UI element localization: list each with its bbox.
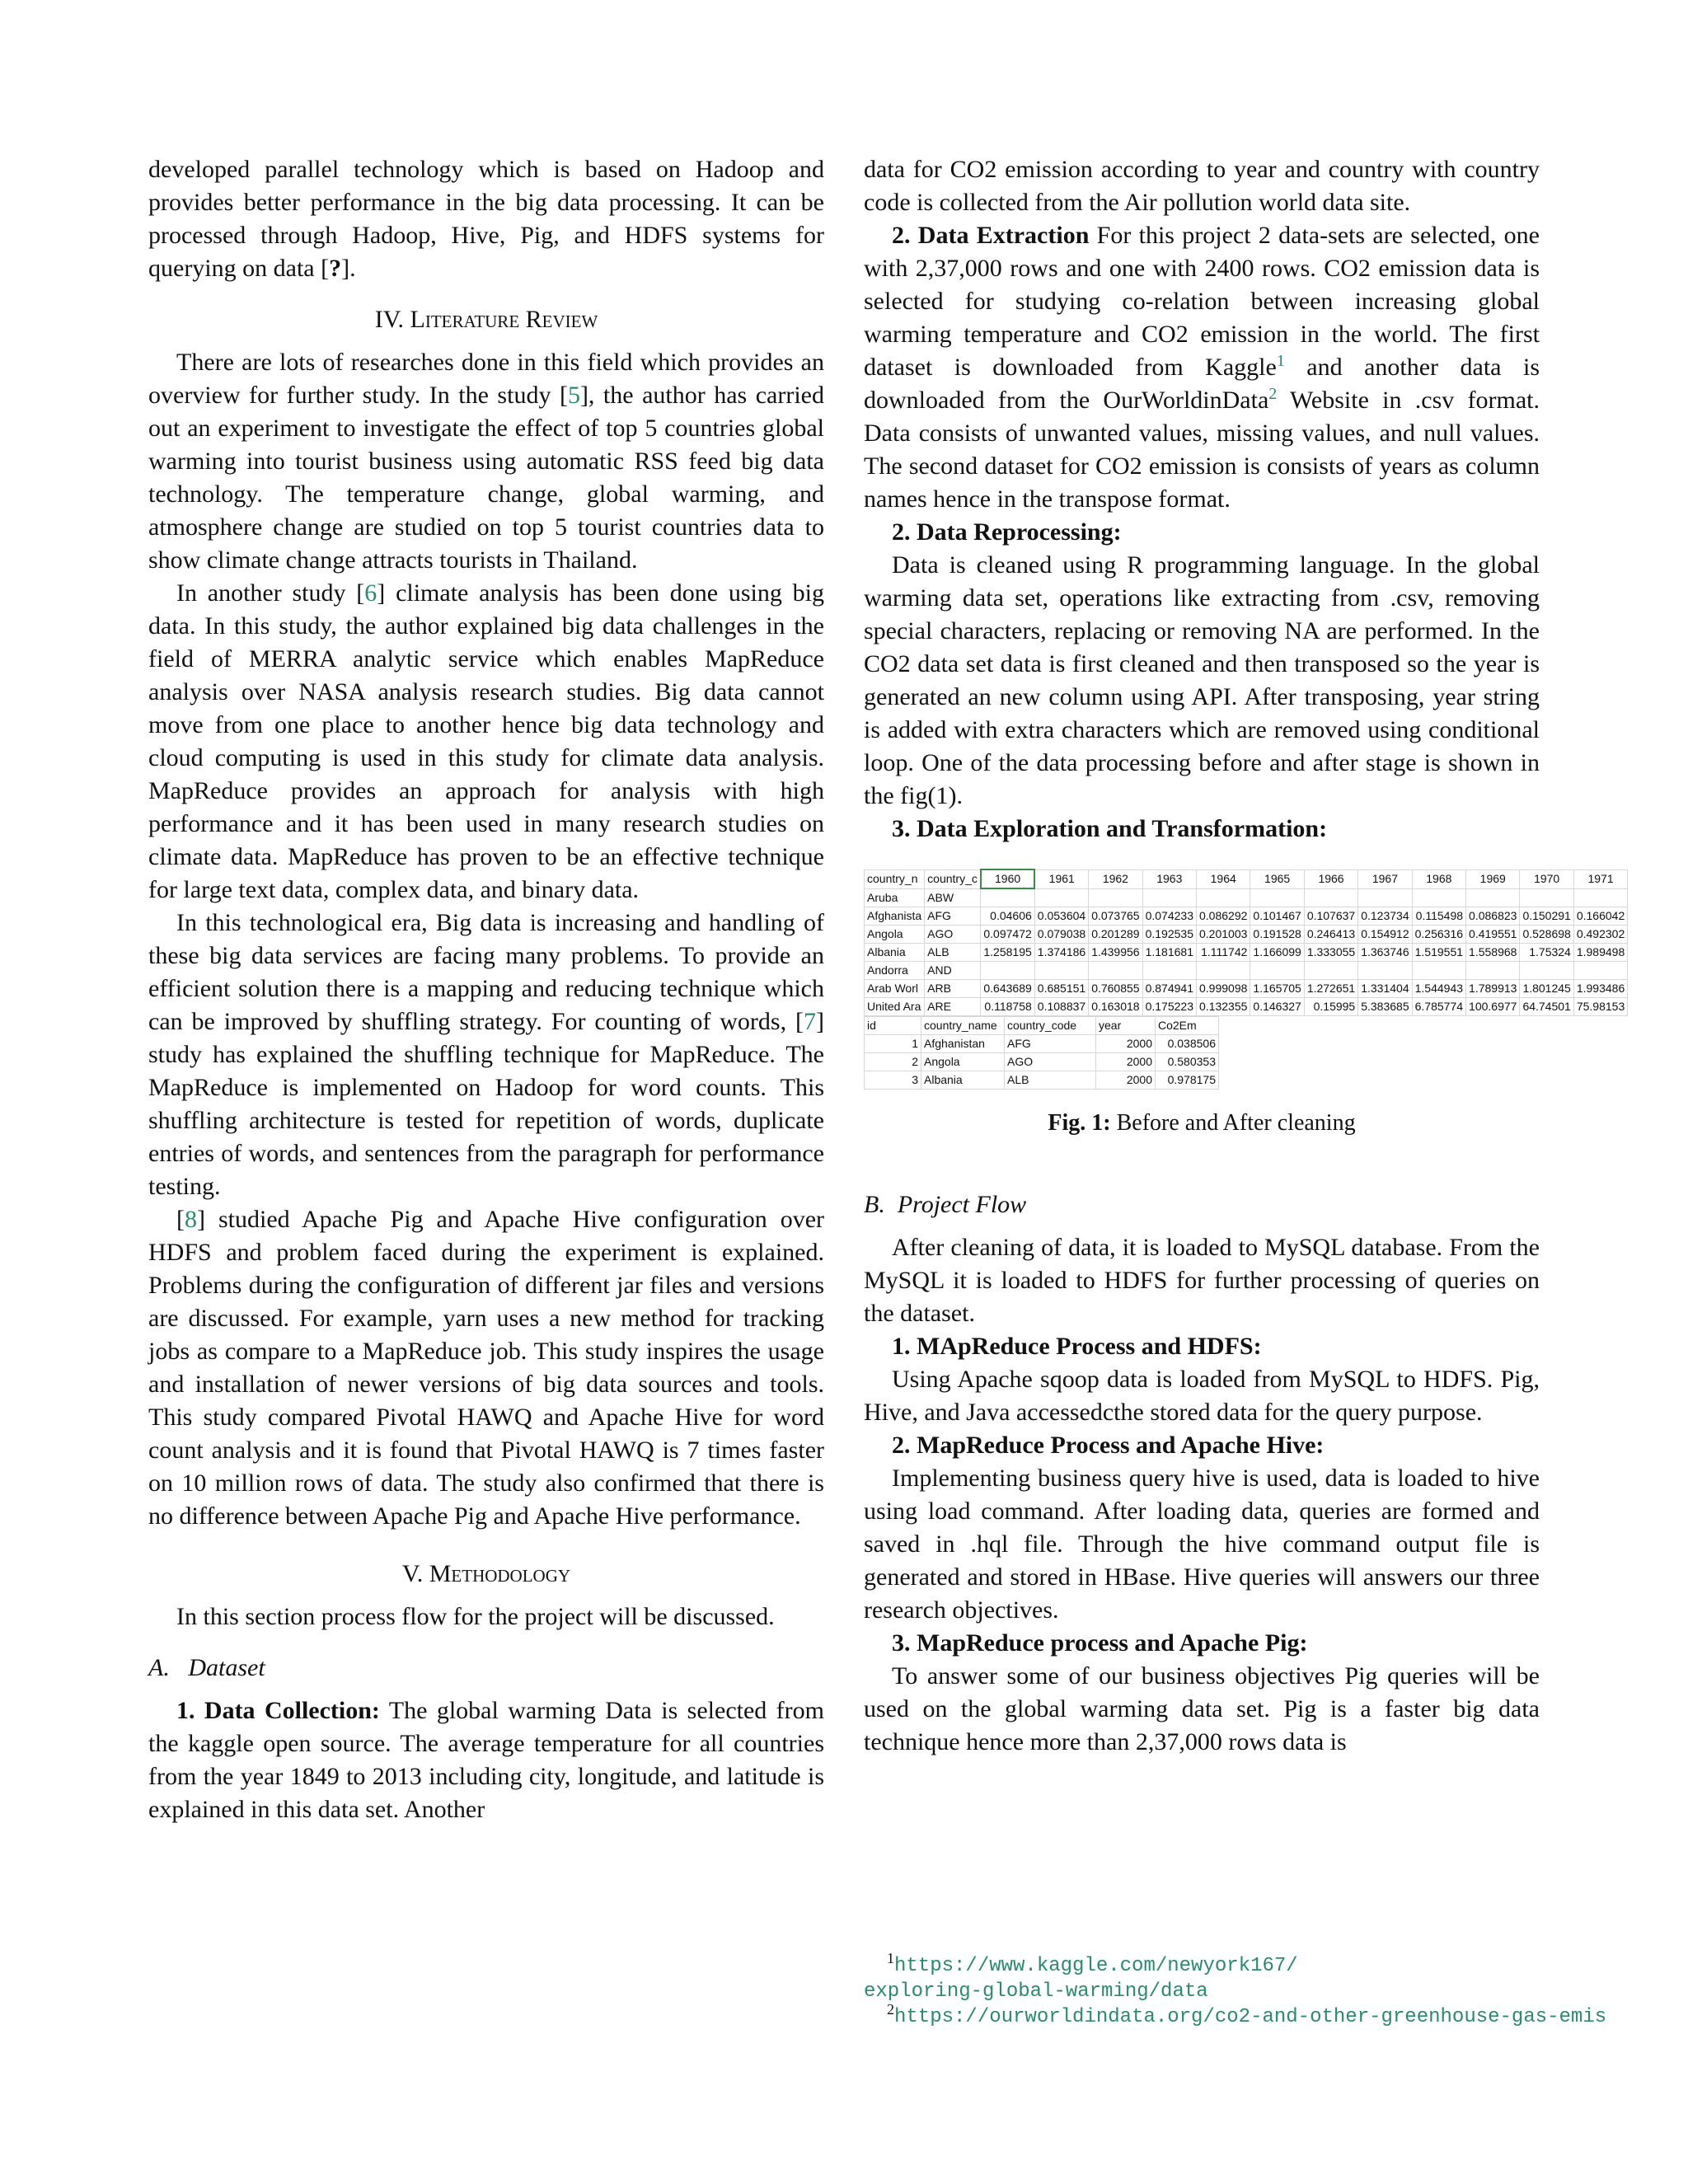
table1-cell <box>1197 962 1250 980</box>
figure-caption: Fig. 1: Before and After cleaning <box>1048 1110 1356 1136</box>
citation-unknown: ? <box>329 255 342 282</box>
intro-paragraph: developed parallel technology which is based on Hadoop and provides better performance in the big data processing. It can be processed through Hadoop, Hive, Pig, and HDFS systems for querying on data [?]. <box>148 156 824 282</box>
table1-cell: 1.439956 <box>1089 944 1142 962</box>
table1-cell: Angola <box>865 926 925 944</box>
literature-paragraph-2: In another study [6] climate analysis has been done using big data. In this study, the author explained big data challenges in the field of MERRA analytic service which enables MapReduce analysis over NASA analysis research studies. Big data cannot move from one place to another hence big data technology and cloud computing is used in this study for climate data analysis. MapReduce provides an approach for analysis with high performance and it has been used in many research studies on climate data. MapReduce has proven to be an effective technique for large text data, complex data, and binary data. <box>148 579 824 903</box>
subsection-heading-dataset: A. Dataset <box>148 1654 265 1681</box>
table1-header-cell: country_c <box>925 869 981 888</box>
table1-cell: 100.6977 <box>1466 998 1520 1016</box>
table1-cell: 0.643689 <box>981 980 1034 998</box>
table1-cell <box>1142 962 1196 980</box>
table1-cell: 1.331404 <box>1358 980 1412 998</box>
table1-cell: 1.993486 <box>1573 980 1627 998</box>
table1-cell <box>981 888 1034 907</box>
table1-cell: 0.163018 <box>1089 998 1142 1016</box>
after-cleaning-table <box>864 1016 1219 1090</box>
table1-cell: 0.256316 <box>1412 926 1465 944</box>
footnote-ref-1[interactable]: 1 <box>1276 352 1285 370</box>
table1-cell: 0.101467 <box>1250 907 1304 926</box>
table1-cell: 0.201289 <box>1089 926 1142 944</box>
before-cleaning-table <box>864 869 1628 1016</box>
continued-paragraph: data for CO2 emission according to year and country with country code is collected from the Air pollution world data site. <box>864 156 1540 216</box>
table1-cell <box>1412 962 1465 980</box>
table1-cell: 0.246413 <box>1304 926 1357 944</box>
project-flow-paragraph: After cleaning of data, it is loaded to MySQL database. From the MySQL it is loaded to HDFS for further processing of queries on the dataset. <box>864 1234 1540 1327</box>
citation-link-8[interactable]: 8 <box>185 1206 197 1233</box>
table1-cell: 0.154912 <box>1358 926 1412 944</box>
table1-cell: 5.383685 <box>1358 998 1412 1016</box>
footnote-2: $^2$https://ourworldindata.org/co2-and-other-greenhouse-gas-emis <box>887 2001 1607 2028</box>
table1-cell: 0.175223 <box>1142 998 1196 1016</box>
table2-cell: ALB <box>1005 1071 1096 1090</box>
data-collection-paragraph: 1. Data Collection: The global warming Data is selected from the kaggle open source. The average temperature for all countries from the year 1849 to 2013 including city, longitude, and latitude is explained in this data set. Another <box>148 1697 824 1823</box>
table1-cell <box>981 962 1034 980</box>
table1-cell: 0.760855 <box>1089 980 1142 998</box>
table1-cell: 0.132355 <box>1197 998 1250 1016</box>
subsection-heading-project-flow: B. Project Flow <box>864 1191 1027 1218</box>
table1-cell: ARE <box>925 998 981 1016</box>
mapreduce-pig-heading: 3. MapReduce process and Apache Pig: <box>892 1629 1308 1657</box>
table1-cell <box>1466 888 1520 907</box>
table1-cell: 1.544943 <box>1412 980 1465 998</box>
table1-cell: Afghanista <box>865 907 925 926</box>
table2-cell: AFG <box>1005 1035 1096 1053</box>
table2-cell: 2000 <box>1096 1053 1156 1071</box>
table2-cell: 2000 <box>1096 1035 1156 1053</box>
table1-cell <box>1197 888 1250 907</box>
table1-header-cell: 1969 <box>1466 869 1520 888</box>
footnote-2-url[interactable]: https://ourworldindata.org/co2-and-other-greenhouse-gas-emis <box>894 2006 1607 2028</box>
table1-cell <box>1034 962 1088 980</box>
table1-cell <box>1304 962 1357 980</box>
table2-cell: AGO <box>1005 1053 1096 1071</box>
table1-header-cell: 1965 <box>1250 869 1304 888</box>
left-column <box>148 153 824 1826</box>
table1-cell: 0.107637 <box>1304 907 1357 926</box>
footnote-ref-2[interactable]: 2 <box>1268 385 1278 403</box>
table2-cell: 0.580353 <box>1156 1053 1219 1071</box>
footnotes <box>864 1950 1688 2030</box>
table1-cell: 0.528698 <box>1520 926 1573 944</box>
literature-paragraph-1: There are lots of researches done in this field which provides an overview for further study. In the study [5], the author has carried out an experiment to investigate the effect of top 5 countries global warming into tourist business using automatic RSS feed big data technology. The temperature change, global warming, and atmosphere change are studied on top 5 tourist countries data to show climate change attracts tourists in Thailand. <box>148 349 824 574</box>
table1-cell: 64.74501 <box>1520 998 1573 1016</box>
table1-header-cell: 1970 <box>1520 869 1573 888</box>
table1-cell: ARB <box>925 980 981 998</box>
table2-cell: 3 <box>865 1071 921 1090</box>
table1-cell: 1.519551 <box>1412 944 1465 962</box>
table2-cell: 1 <box>865 1035 921 1053</box>
table1-cell: 0.874941 <box>1142 980 1196 998</box>
table1-cell <box>1573 962 1627 980</box>
table1-header-cell: 1966 <box>1304 869 1357 888</box>
table1-cell: 0.053604 <box>1034 907 1088 926</box>
literature-paragraph-4: [8] studied Apache Pig and Apache Hive configuration over HDFS and problem faced during the experiment is explained. Problems during the configuration of different jar files and versions are discussed. For example, yarn uses a new method for tracking jobs as compare to a MapReduce job. This study inspires the usage and installation of newer versions of big data sources and tools. This study compared Pivotal HAWQ and Apache Hive for word count analysis and it is found that Pivotal HAWQ is 7 times faster on 10 million rows of data. The study also confirmed that there is no difference between Apache Pig and Apache Hive performance. <box>148 1206 824 1530</box>
table1-cell <box>1034 888 1088 907</box>
right-column <box>864 153 1625 1759</box>
table1-cell: 1.111742 <box>1197 944 1250 962</box>
table1-row <box>865 944 1628 962</box>
data-reprocessing-paragraph: Data is cleaned using R programming language. In the global warming data set, operations like extracting from .csv, removing special characters, replacing or removing NA are performed. In the CO2 data set data is first cleaned and then transposed so the year is generated an new column using API. After transposing, year string is added with extra characters which are removed using conditional loop. One of the data processing before and after stage is shown in the fig(1). <box>864 551 1540 809</box>
table1-cell: 0.166042 <box>1573 907 1627 926</box>
table1-cell: 1.272651 <box>1304 980 1357 998</box>
table1-cell: 0.097472 <box>981 926 1034 944</box>
table1-cell: 75.98153 <box>1573 998 1627 1016</box>
data-extraction-paragraph: 2. Data Extraction For this project 2 data-sets are selected, one with 2,37,000 rows and one with 2400 rows. CO2 emission data is selected for studying co-relation between increasing global warming temperature and CO2 emission in the world. The first dataset is downloaded from Kaggle$^1$ and another data is downloaded from the OurWorldinData$^2$ Website in .csv format. Data consists of unwanted values, missing values, and null values. The second dataset for CO2 emission is consists of years as column names hence in the transpose format. <box>864 222 1540 513</box>
mapreduce-hive-heading: 2. MapReduce Process and Apache Hive: <box>892 1432 1325 1459</box>
table1-cell: 0.079038 <box>1034 926 1088 944</box>
citation-link-5[interactable]: 5 <box>567 382 580 409</box>
table2-header-cell: country_name <box>921 1017 1005 1035</box>
table1-header-cell: 1962 <box>1089 869 1142 888</box>
table1-header-row <box>865 869 1628 888</box>
table1-row <box>865 998 1628 1016</box>
footnote-1-continued[interactable]: exploring-global-warming/data <box>864 1980 1208 2003</box>
citation-link-6[interactable]: 6 <box>364 579 377 607</box>
table1-cell <box>1250 962 1304 980</box>
table1-cell: 0.04606 <box>981 907 1034 926</box>
table1-cell: 1.75324 <box>1520 944 1573 962</box>
table1-cell: 0.073765 <box>1089 907 1142 926</box>
table1-cell: Aruba <box>865 888 925 907</box>
table1-cell: 0.118758 <box>981 998 1034 1016</box>
data-reprocessing-heading: 2. Data Reprocessing: <box>892 518 1122 546</box>
table2-cell: 2000 <box>1096 1071 1156 1090</box>
table2-header-cell: year <box>1096 1017 1156 1035</box>
table1-header-cell: 1971 <box>1573 869 1627 888</box>
table1-header-cell: 1963 <box>1142 869 1196 888</box>
table1-cell <box>1250 888 1304 907</box>
table2-row <box>865 1071 1219 1090</box>
mapreduce-hdfs-heading: 1. MApReduce Process and HDFS: <box>892 1333 1262 1360</box>
table2-cell: Angola <box>921 1053 1005 1071</box>
citation-link-7[interactable]: 7 <box>804 1008 816 1035</box>
table1-row <box>865 907 1628 926</box>
table1-cell: 0.074233 <box>1142 907 1196 926</box>
table1-cell: 0.492302 <box>1573 926 1627 944</box>
table1-header-cell: 1960 <box>981 869 1034 888</box>
table1-cell: 0.108837 <box>1034 998 1088 1016</box>
footnote-1: $^1$https://www.kaggle.com/newyork167/ <box>887 1950 1298 1977</box>
table2-cell: 0.038506 <box>1156 1035 1219 1053</box>
table1-cell: ABW <box>925 888 981 907</box>
table1-cell: Albania <box>865 944 925 962</box>
table1-cell: 1.374186 <box>1034 944 1088 962</box>
table1-cell <box>1089 962 1142 980</box>
table2-cell: Afghanistan <box>921 1035 1005 1053</box>
table1-cell <box>1358 962 1412 980</box>
table2-row <box>865 1053 1219 1071</box>
mapreduce-hive-paragraph: Implementing business query hive is used, data is loaded to hive using load command. After loading data, queries are formed and saved in .hql file. Through the hive command output file is generated and stored in HBase. Hive queries will answers our three research objectives. <box>864 1465 1540 1624</box>
mapreduce-pig-paragraph: To answer some of our business objectives Pig queries will be used on the global warming data set. Pig is a faster big data technique hence more than 2,37,000 rows data is <box>864 1662 1540 1755</box>
table1-row <box>865 888 1628 907</box>
table1-cell: Andorra <box>865 962 925 980</box>
table1-cell: 1.258195 <box>981 944 1034 962</box>
figure-1 <box>864 869 1625 1139</box>
table1-header-cell: country_n <box>865 869 925 888</box>
table1-cell <box>1466 962 1520 980</box>
mapreduce-hdfs-paragraph: Using Apache sqoop data is loaded from MySQL to HDFS. Pig, Hive, and Java accessedcthe stored data for the query purpose. <box>864 1366 1540 1426</box>
table1-cell: 0.201003 <box>1197 926 1250 944</box>
table1-cell: 0.999098 <box>1197 980 1250 998</box>
table1-cell <box>1520 888 1573 907</box>
table2-cell: 2 <box>865 1053 921 1071</box>
table1-cell: United Ara <box>865 998 925 1016</box>
table2-cell: Albania <box>921 1071 1005 1090</box>
table1-row <box>865 962 1628 980</box>
table2-header-cell: country_code <box>1005 1017 1096 1035</box>
table1-cell: 1.333055 <box>1304 944 1357 962</box>
table1-cell: 1.801245 <box>1520 980 1573 998</box>
table1-cell <box>1089 888 1142 907</box>
table1-cell: 0.192535 <box>1142 926 1196 944</box>
table1-cell: 0.191528 <box>1250 926 1304 944</box>
table1-cell: 1.789913 <box>1466 980 1520 998</box>
table1-cell <box>1412 888 1465 907</box>
table2-header-cell: Co2Em <box>1156 1017 1219 1035</box>
table1-cell: 0.146327 <box>1250 998 1304 1016</box>
table1-cell: 0.15995 <box>1304 998 1357 1016</box>
table1-row <box>865 980 1628 998</box>
table1-cell: 6.785774 <box>1412 998 1465 1016</box>
table1-cell: Arab Worl <box>865 980 925 998</box>
table1-cell: 0.419551 <box>1466 926 1520 944</box>
table1-cell: 1.558968 <box>1466 944 1520 962</box>
table1-cell <box>1573 888 1627 907</box>
table1-cell <box>1142 888 1196 907</box>
table1-header-cell: 1964 <box>1197 869 1250 888</box>
table2-row <box>865 1035 1219 1053</box>
table1-cell: AFG <box>925 907 981 926</box>
table1-cell: AND <box>925 962 981 980</box>
footnote-1-url-line-1[interactable]: https://www.kaggle.com/newyork167/ <box>894 1955 1298 1977</box>
table1-cell: 0.685151 <box>1034 980 1088 998</box>
table2-cell: 0.978175 <box>1156 1071 1219 1090</box>
table1-cell: ALB <box>925 944 981 962</box>
table1-cell: 0.086292 <box>1197 907 1250 926</box>
literature-paragraph-3: In this technological era, Big data is increasing and handling of these big data services are facing many problems. To provide an efficient solution there is a mapping and reducing technique which can be improved by shuffling strategy. For counting of words, [7] study has explained the shuffling technique for MapReduce. The MapReduce is implemented on Hadoop for word counts. This shuffling architecture is tested for repetition of words, duplicate entries of words, and sentences from the paragraph for performance testing. <box>148 909 824 1200</box>
table1-cell: AGO <box>925 926 981 944</box>
table1-cell: 0.123734 <box>1358 907 1412 926</box>
table1-cell: 1.166099 <box>1250 944 1304 962</box>
data-exploration-heading: 3. Data Exploration and Transformation: <box>892 815 1328 842</box>
table1-cell <box>1358 888 1412 907</box>
table1-row <box>865 926 1628 944</box>
table1-cell: 0.115498 <box>1412 907 1465 926</box>
methodology-paragraph: In this section process flow for the project will be discussed. <box>176 1603 775 1630</box>
table1-cell: 0.150291 <box>1520 907 1573 926</box>
table1-header-cell: 1961 <box>1034 869 1088 888</box>
table2-header-row <box>865 1017 1219 1035</box>
table1-header-cell: 1967 <box>1358 869 1412 888</box>
table1-header-cell: 1968 <box>1412 869 1465 888</box>
table1-cell: 1.363746 <box>1358 944 1412 962</box>
table1-cell: 0.086823 <box>1466 907 1520 926</box>
section-heading-methodology: V. Methodology <box>401 1560 571 1587</box>
table1-cell: 1.165705 <box>1250 980 1304 998</box>
table1-cell: 1.181681 <box>1142 944 1196 962</box>
table1-cell: 1.989498 <box>1573 944 1627 962</box>
table1-cell <box>1520 962 1573 980</box>
section-heading-literature-review: IV. Literature Review <box>374 306 598 333</box>
table1-cell <box>1304 888 1357 907</box>
table2-header-cell: id <box>865 1017 921 1035</box>
